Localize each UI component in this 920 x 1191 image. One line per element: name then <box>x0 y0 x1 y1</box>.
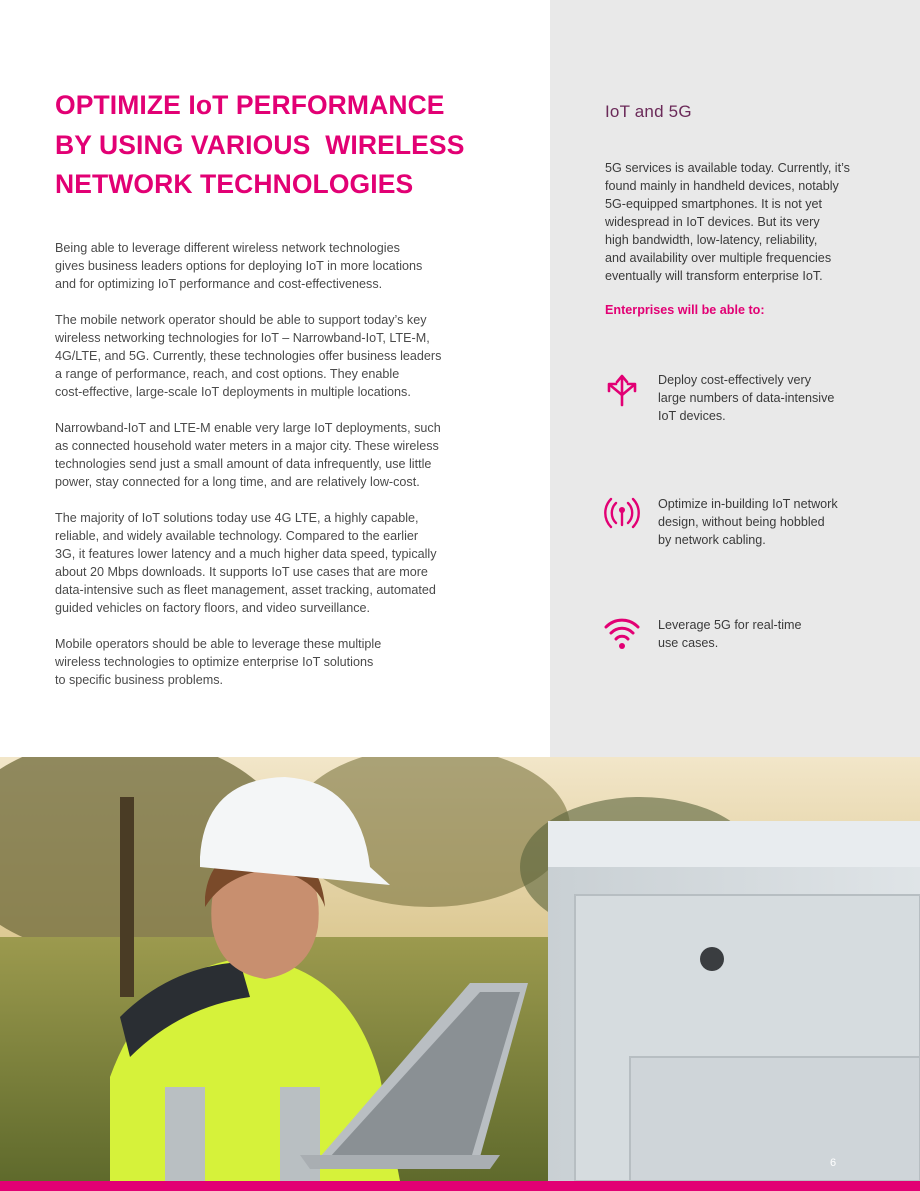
title-line: BY USING VARIOUS WIRELESS <box>55 129 465 160</box>
body-paragraph <box>55 311 475 401</box>
body-line: technologies send just a small amount of data infrequently, use little <box>55 457 432 471</box>
sidebar-line: high bandwidth, low-latency, reliability, <box>605 233 818 247</box>
body-line: cost-effective, large-scale IoT deployments in multiple locations. <box>55 385 411 399</box>
feature-text <box>658 616 888 652</box>
body-paragraph <box>55 239 475 293</box>
feature-line: Optimize in-building IoT network <box>658 497 838 511</box>
page-number: 6 <box>830 1157 837 1169</box>
feature-text <box>658 495 888 549</box>
body-line: wireless technologies to optimize enterprise IoT solutions <box>55 655 374 669</box>
sidebar-paragraph <box>605 159 885 285</box>
body-line: The majority of IoT solutions today use 4G LTE, a highly capable, <box>55 511 419 525</box>
feature-line: large numbers of data-intensive <box>658 391 835 405</box>
main-body-text <box>55 239 475 707</box>
feature-line: IoT devices. <box>658 409 726 423</box>
sidebar-line: and availability over multiple frequencies <box>605 251 832 265</box>
footer-accent-bar <box>0 1181 920 1191</box>
body-paragraph <box>55 419 475 491</box>
body-line: data-intensive such as fleet management, asset tracking, automated <box>55 583 436 597</box>
sidebar-line: 5G-equipped smartphones. It is not yet <box>605 197 823 211</box>
sidebar-line: 5G services is available today. Currently, it’s <box>605 161 850 175</box>
feature-line: design, without being hobbled <box>658 515 825 529</box>
body-paragraph <box>55 635 475 689</box>
body-line: The mobile network operator should be able to support today’s key <box>55 313 427 327</box>
feature-line: use cases. <box>658 636 719 650</box>
body-line: to specific business problems. <box>55 673 223 687</box>
body-line: Mobile operators should be able to leverage these multiple <box>55 637 382 651</box>
sidebar-line: found mainly in handheld devices, notably <box>605 179 839 193</box>
body-line: as connected household water meters in a major city. These wireless <box>55 439 439 453</box>
feature-line: Deploy cost-effectively very <box>658 373 812 387</box>
sidebar-subheading: Enterprises will be able to: <box>605 303 765 317</box>
body-line: Being able to leverage different wireless network technologies <box>55 241 400 255</box>
body-line: about 20 Mbps downloads. It supports IoT use cases that are more <box>55 565 428 579</box>
page-title <box>55 86 515 205</box>
body-line: wireless networking technologies for IoT – Narrowband-IoT, LTE-M, <box>55 331 430 345</box>
sidebar-heading: IoT and 5G <box>605 102 692 121</box>
sidebar-line: widespread in IoT devices. But its very <box>605 215 820 229</box>
body-line: 4G/LTE, and 5G. Currently, these technologies offer business leaders <box>55 349 442 363</box>
antenna-signal-icon <box>603 495 641 533</box>
body-line: guided vehicles on factory floors, and video surveillance. <box>55 601 371 615</box>
engineer-photo <box>0 757 920 1181</box>
feature-line: by network cabling. <box>658 533 766 547</box>
body-line: and for optimizing IoT performance and cost-effectiveness. <box>55 277 383 291</box>
wifi-icon <box>603 616 641 654</box>
body-line: gives business leaders options for deploying IoT in more locations <box>55 259 423 273</box>
body-line: 3G, it features lower latency and a much higher data speed, typically <box>55 547 437 561</box>
body-line: reliable, and widely available technology. Compared to the earlier <box>55 529 419 543</box>
body-line: a range of performance, reach, and cost options. They enable <box>55 367 400 381</box>
feature-text <box>658 371 888 425</box>
title-line: NETWORK TECHNOLOGIES <box>55 169 414 199</box>
sidebar-line: eventually will transform enterprise IoT. <box>605 269 823 283</box>
body-line: Narrowband-IoT and LTE-M enable very large IoT deployments, such <box>55 421 441 435</box>
feature-line: Leverage 5G for real-time <box>658 618 802 632</box>
body-line: power, stay connected for a long time, and are relatively low-cost. <box>55 475 420 489</box>
title-line: OPTIMIZE IoT PERFORMANCE <box>55 90 445 120</box>
body-paragraph <box>55 509 475 617</box>
arrows-split-icon <box>603 371 641 409</box>
